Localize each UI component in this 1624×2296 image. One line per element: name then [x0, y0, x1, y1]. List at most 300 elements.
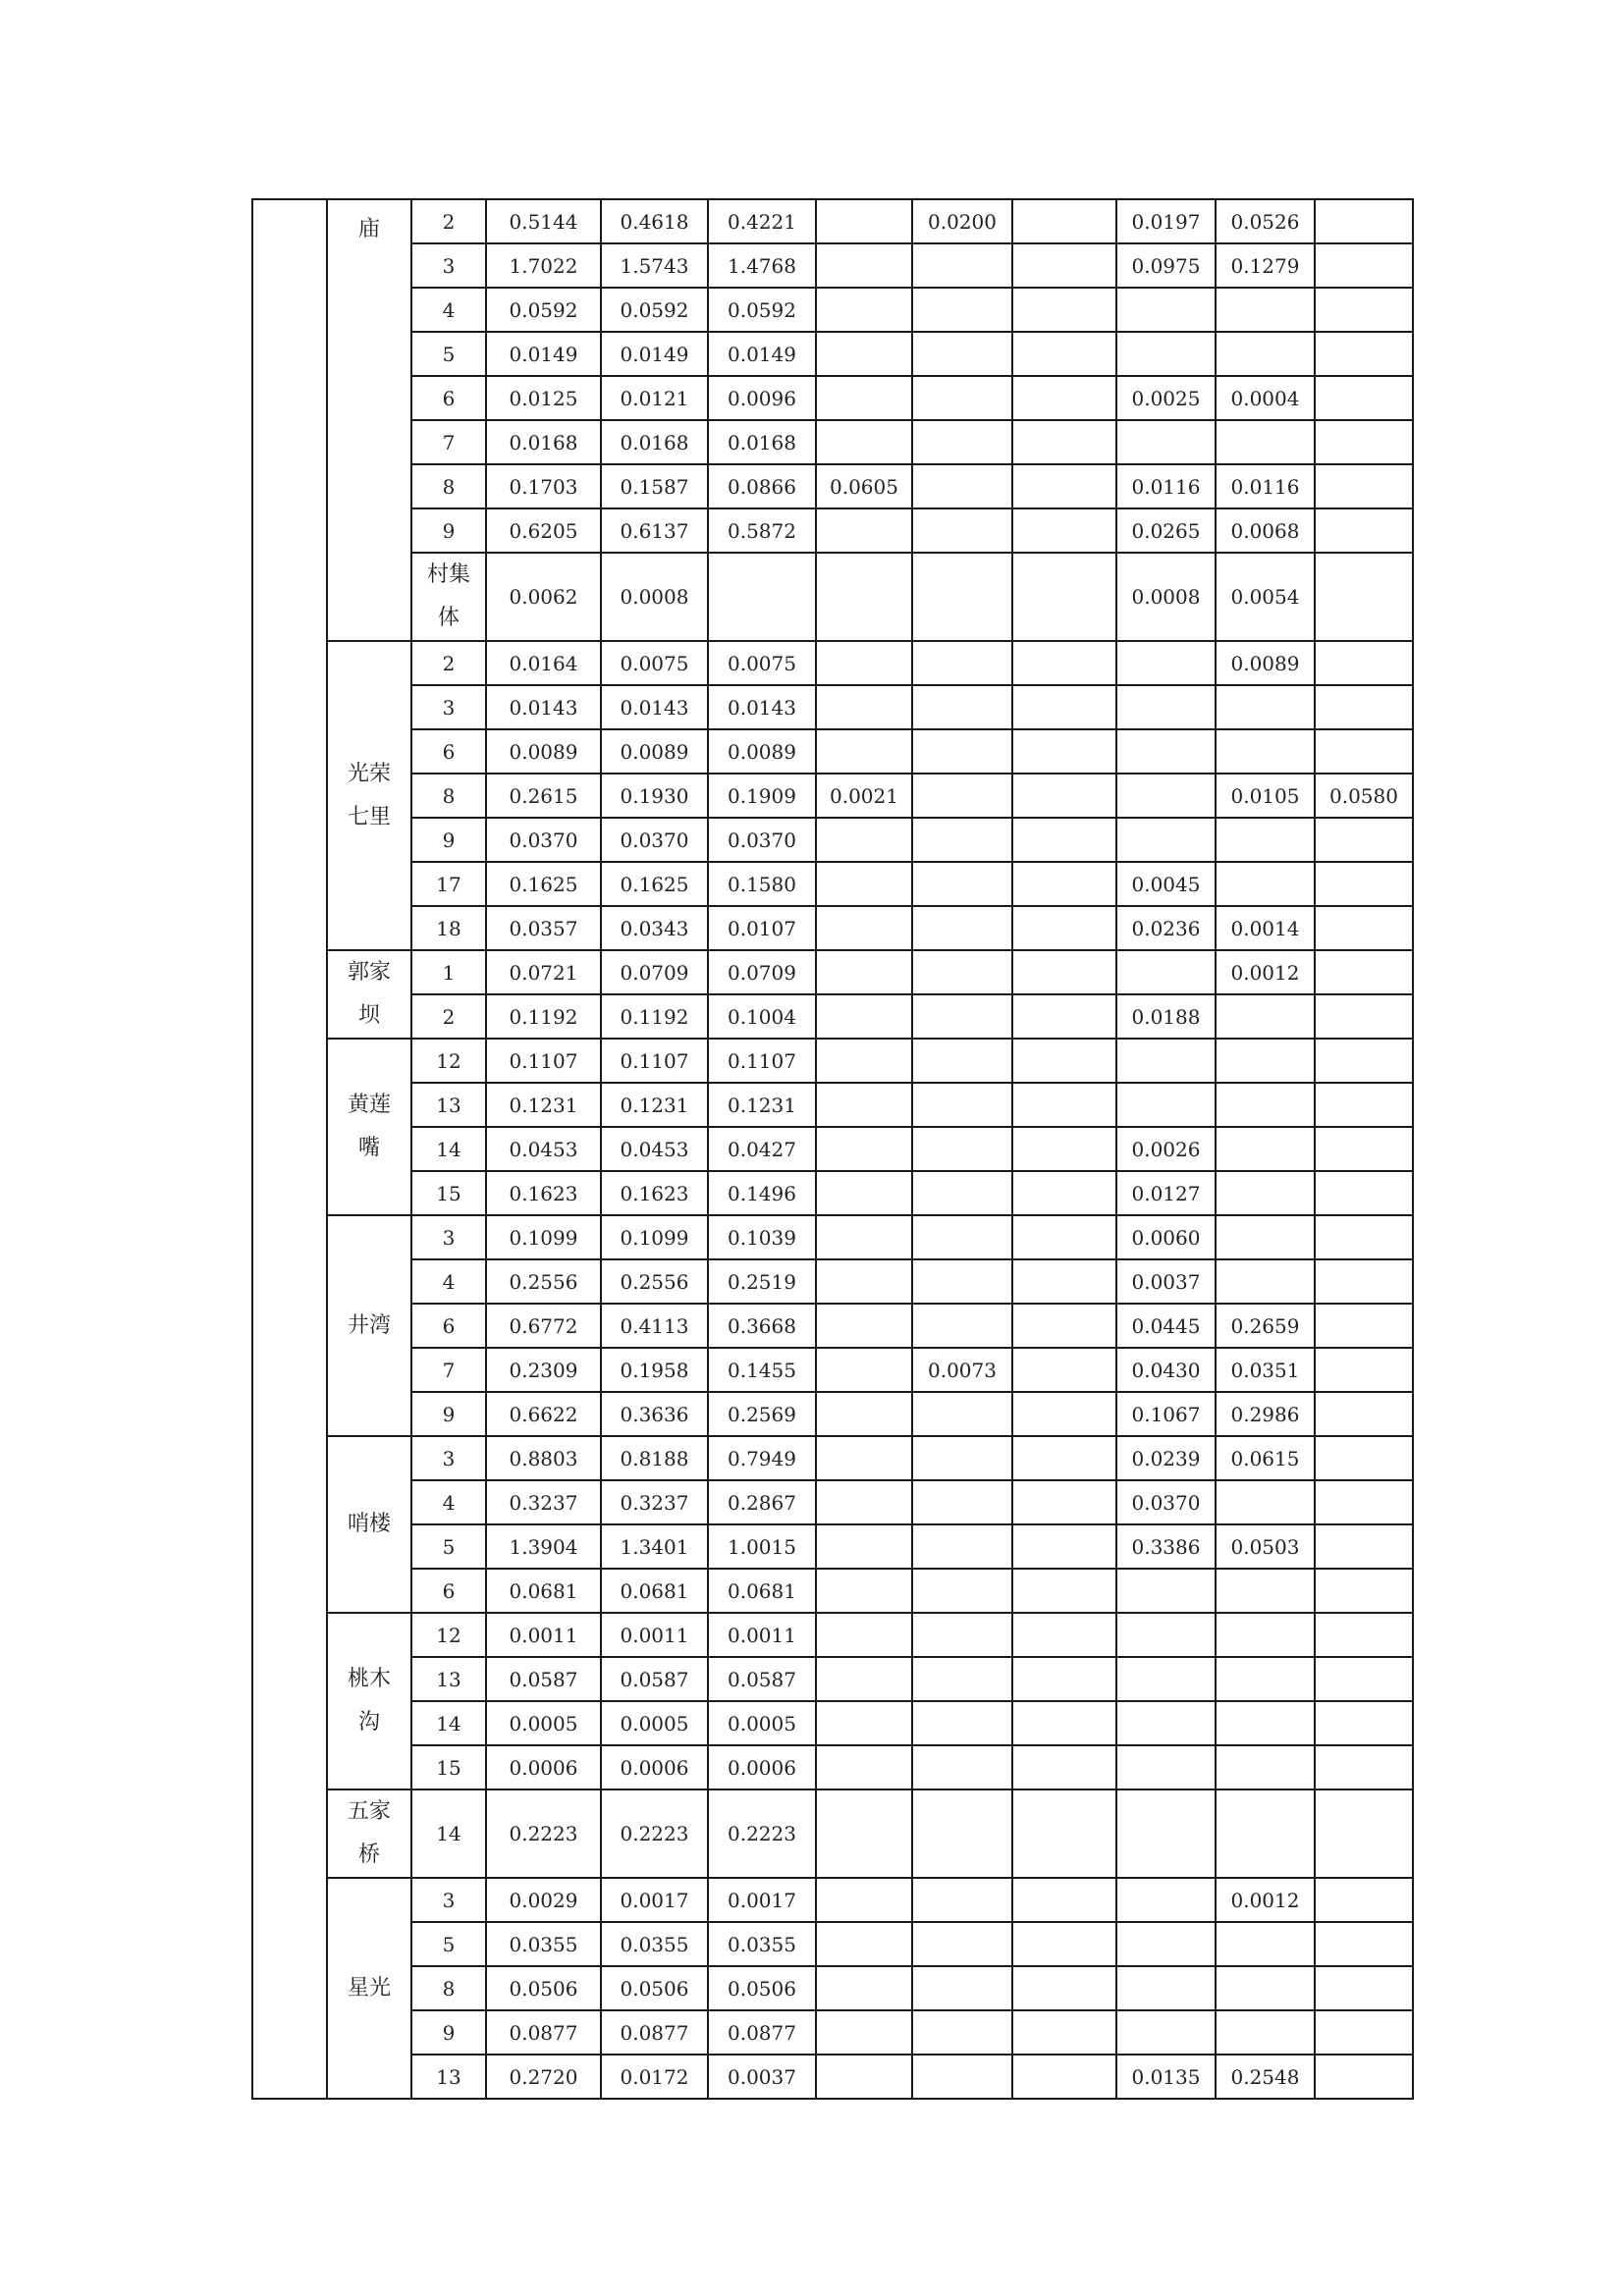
area-value-cell: 0.0029 [486, 1878, 601, 1922]
area-value-cell [816, 862, 912, 906]
area-value-cell: 0.0143 [601, 685, 708, 729]
area-value-cell [912, 1701, 1012, 1745]
group-number-cell: 17 [411, 862, 486, 906]
area-value-cell: 0.2659 [1216, 1304, 1315, 1348]
area-value-cell: 0.0453 [601, 1127, 708, 1171]
area-value-cell [1216, 2010, 1315, 2055]
area-value-cell [1012, 2055, 1116, 2099]
village-name-cell: 庙 [327, 199, 411, 641]
area-value-cell [816, 1745, 912, 1789]
area-value-cell: 0.0503 [1216, 1524, 1315, 1569]
area-value-cell: 0.0096 [708, 376, 816, 420]
area-value-cell [1216, 1745, 1315, 1789]
area-value-cell [816, 818, 912, 862]
table-body [252, 199, 1413, 2099]
area-value-cell: 0.2556 [486, 1259, 601, 1304]
area-value-cell: 0.1099 [601, 1215, 708, 1259]
area-value-cell [1315, 862, 1413, 906]
area-value-cell: 0.0116 [1216, 464, 1315, 508]
table-row [252, 1436, 1413, 1480]
area-value-cell [912, 1922, 1012, 1966]
table-row [252, 1127, 1413, 1171]
area-value-cell [1012, 1083, 1116, 1127]
area-value-cell [816, 1039, 912, 1083]
area-value-cell: 0.0343 [601, 906, 708, 950]
group-number-cell: 18 [411, 906, 486, 950]
area-value-cell: 0.0351 [1216, 1348, 1315, 1392]
area-value-cell: 0.0026 [1116, 1127, 1216, 1171]
area-value-cell [816, 1966, 912, 2010]
table-row [252, 1789, 1413, 1878]
area-value-cell [816, 1436, 912, 1480]
area-value-cell [816, 420, 912, 464]
area-value-cell [912, 1524, 1012, 1569]
area-value-cell [816, 332, 912, 376]
area-value-cell: 0.0045 [1116, 862, 1216, 906]
area-value-cell: 0.0526 [1216, 199, 1315, 243]
area-value-cell: 0.0188 [1116, 994, 1216, 1039]
area-value-cell: 0.1231 [486, 1083, 601, 1127]
table-row [252, 332, 1413, 376]
area-value-cell: 0.0062 [486, 553, 601, 641]
area-value-cell [1315, 818, 1413, 862]
area-value-cell [1216, 818, 1315, 862]
area-value-cell: 0.1039 [708, 1215, 816, 1259]
area-value-cell [1216, 1171, 1315, 1215]
village-name-cell: 哨楼 [327, 1436, 411, 1613]
village-name-cell: 五家桥 [327, 1789, 411, 1878]
area-value-cell [816, 685, 912, 729]
area-value-cell [912, 641, 1012, 685]
area-value-cell: 0.8803 [486, 1436, 601, 1480]
group-number-cell: 13 [411, 1657, 486, 1701]
area-value-cell: 0.2986 [1216, 1392, 1315, 1436]
area-value-cell: 0.3386 [1116, 1524, 1216, 1569]
area-value-cell: 0.1455 [708, 1348, 816, 1392]
area-value-cell: 0.0054 [1216, 553, 1315, 641]
area-value-cell [816, 243, 912, 288]
area-value-cell: 0.0357 [486, 906, 601, 950]
area-value-cell [816, 1215, 912, 1259]
table-row [252, 1966, 1413, 2010]
area-value-cell [1315, 199, 1413, 243]
area-value-cell: 0.0089 [601, 729, 708, 774]
area-value-cell: 0.0011 [486, 1613, 601, 1657]
area-value-cell [1315, 994, 1413, 1039]
area-value-cell [912, 2010, 1012, 2055]
area-value-cell: 0.0587 [486, 1657, 601, 1701]
area-value-cell [1012, 1524, 1116, 1569]
area-value-cell [1012, 729, 1116, 774]
area-value-cell [1012, 288, 1116, 332]
area-value-cell: 0.0370 [486, 818, 601, 862]
area-value-cell: 0.0721 [486, 950, 601, 994]
area-value-cell [816, 553, 912, 641]
area-value-cell [1116, 1657, 1216, 1701]
village-name-cell: 星光 [327, 1878, 411, 2099]
area-value-cell: 0.0008 [601, 553, 708, 641]
area-value-cell: 0.3237 [601, 1480, 708, 1524]
area-value-cell [1012, 685, 1116, 729]
area-value-cell [1315, 2055, 1413, 2099]
area-value-cell [1012, 1701, 1116, 1745]
area-value-cell: 0.0012 [1216, 950, 1315, 994]
area-value-cell: 0.1496 [708, 1171, 816, 1215]
group-number-cell: 12 [411, 1039, 486, 1083]
group-number-cell: 9 [411, 2010, 486, 2055]
area-value-cell [1012, 1878, 1116, 1922]
area-value-cell [1012, 1922, 1116, 1966]
table-row [252, 420, 1413, 464]
area-value-cell [816, 1789, 912, 1878]
area-value-cell: 0.0197 [1116, 199, 1216, 243]
area-value-cell [912, 1127, 1012, 1171]
area-value-cell: 0.4618 [601, 199, 708, 243]
area-value-cell [912, 508, 1012, 553]
area-value-cell [1012, 1215, 1116, 1259]
area-value-cell: 0.2519 [708, 1259, 816, 1304]
area-value-cell [912, 332, 1012, 376]
area-value-cell [1116, 729, 1216, 774]
area-value-cell: 0.1587 [601, 464, 708, 508]
area-value-cell [1216, 729, 1315, 774]
land-data-table [251, 198, 1414, 2100]
area-value-cell [912, 1171, 1012, 1215]
area-value-cell: 0.0060 [1116, 1215, 1216, 1259]
group-number-cell: 2 [411, 199, 486, 243]
area-value-cell: 0.1067 [1116, 1392, 1216, 1436]
area-value-cell [912, 1569, 1012, 1613]
area-value-cell: 0.0592 [708, 288, 816, 332]
area-value-cell [1315, 376, 1413, 420]
area-value-cell [1012, 1304, 1116, 1348]
table-row [252, 685, 1413, 729]
group-number-cell: 14 [411, 1789, 486, 1878]
table-row [252, 774, 1413, 818]
area-value-cell: 0.0116 [1116, 464, 1216, 508]
area-value-cell [912, 464, 1012, 508]
area-value-cell [912, 1039, 1012, 1083]
area-value-cell: 0.0149 [601, 332, 708, 376]
area-value-cell [912, 376, 1012, 420]
area-value-cell: 0.1192 [601, 994, 708, 1039]
group-number-cell: 3 [411, 1878, 486, 1922]
area-value-cell [1315, 1259, 1413, 1304]
area-value-cell [1315, 1480, 1413, 1524]
area-value-cell [1012, 1348, 1116, 1392]
area-value-cell [816, 1569, 912, 1613]
area-value-cell [1216, 1569, 1315, 1613]
area-value-cell [912, 1966, 1012, 2010]
area-value-cell [1116, 774, 1216, 818]
area-value-cell [1012, 1569, 1116, 1613]
area-value-cell [816, 1480, 912, 1524]
area-value-cell: 0.0012 [1216, 1878, 1315, 1922]
area-value-cell: 0.0037 [708, 2055, 816, 2099]
area-value-cell: 0.0089 [1216, 641, 1315, 685]
group-number-cell: 6 [411, 1304, 486, 1348]
area-value-cell [912, 1878, 1012, 1922]
area-value-cell [1012, 1436, 1116, 1480]
area-value-cell [1012, 641, 1116, 685]
area-value-cell [1116, 1701, 1216, 1745]
area-value-cell [1012, 2010, 1116, 2055]
group-number-cell: 3 [411, 243, 486, 288]
area-value-cell: 0.0021 [816, 774, 912, 818]
area-value-cell [1012, 243, 1116, 288]
area-value-cell [1315, 288, 1413, 332]
area-value-cell [1216, 685, 1315, 729]
group-number-cell: 8 [411, 774, 486, 818]
area-value-cell [1012, 1171, 1116, 1215]
area-value-cell: 0.0370 [601, 818, 708, 862]
area-value-cell: 0.0709 [708, 950, 816, 994]
area-value-cell: 0.6772 [486, 1304, 601, 1348]
area-value-cell [1012, 1480, 1116, 1524]
group-number-cell: 3 [411, 1215, 486, 1259]
area-value-cell [1116, 1083, 1216, 1127]
area-value-cell: 0.0005 [601, 1701, 708, 1745]
area-value-cell: 0.0149 [708, 332, 816, 376]
area-value-cell: 0.0168 [601, 420, 708, 464]
area-value-cell [708, 553, 816, 641]
area-value-cell [1315, 464, 1413, 508]
group-number-cell: 9 [411, 1392, 486, 1436]
area-value-cell [816, 2055, 912, 2099]
area-value-cell [912, 774, 1012, 818]
area-value-cell [1116, 950, 1216, 994]
area-value-cell: 0.0506 [601, 1966, 708, 2010]
area-value-cell [1216, 1215, 1315, 1259]
area-value-cell [1012, 994, 1116, 1039]
area-value-cell: 0.1625 [486, 862, 601, 906]
area-value-cell: 0.7949 [708, 1436, 816, 1480]
area-value-cell [912, 862, 1012, 906]
area-value-cell: 0.0008 [1116, 553, 1216, 641]
area-value-cell [912, 1789, 1012, 1878]
area-value-cell: 0.0506 [486, 1966, 601, 2010]
area-value-cell [1116, 1966, 1216, 2010]
area-value-cell [1315, 1127, 1413, 1171]
area-value-cell: 0.0681 [708, 1569, 816, 1613]
area-value-cell [816, 1878, 912, 1922]
area-value-cell [1012, 1392, 1116, 1436]
area-value-cell [1315, 685, 1413, 729]
table-row [252, 1878, 1413, 1922]
area-value-cell [1216, 1480, 1315, 1524]
area-value-cell: 0.0236 [1116, 906, 1216, 950]
table-row [252, 1215, 1413, 1259]
area-value-cell [912, 420, 1012, 464]
area-value-cell: 0.0006 [708, 1745, 816, 1789]
area-value-cell [1216, 288, 1315, 332]
group-number-cell: 7 [411, 1348, 486, 1392]
area-value-cell: 0.0370 [1116, 1480, 1216, 1524]
group-number-cell: 8 [411, 464, 486, 508]
area-value-cell [816, 1657, 912, 1701]
area-value-cell [1216, 1127, 1315, 1171]
area-value-cell [1315, 1083, 1413, 1127]
area-value-cell [816, 994, 912, 1039]
area-value-cell: 0.0681 [486, 1569, 601, 1613]
table-row [252, 906, 1413, 950]
area-value-cell [912, 1215, 1012, 1259]
table-row [252, 994, 1413, 1039]
area-value-cell: 0.0006 [486, 1745, 601, 1789]
area-value-cell: 0.2309 [486, 1348, 601, 1392]
area-value-cell [1216, 1083, 1315, 1127]
area-value-cell: 0.6137 [601, 508, 708, 553]
area-value-cell: 0.1623 [486, 1171, 601, 1215]
area-value-cell: 0.0017 [708, 1878, 816, 1922]
area-value-cell: 0.0605 [816, 464, 912, 508]
area-value-cell [816, 376, 912, 420]
area-value-cell: 0.0107 [708, 906, 816, 950]
table-row [252, 1745, 1413, 1789]
area-value-cell [816, 2010, 912, 2055]
group-number-cell: 12 [411, 1613, 486, 1657]
table-row [252, 641, 1413, 685]
area-value-cell [912, 288, 1012, 332]
group-number-cell: 6 [411, 376, 486, 420]
group-number-cell: 2 [411, 641, 486, 685]
group-number-cell: 3 [411, 1436, 486, 1480]
area-value-cell: 0.1623 [601, 1171, 708, 1215]
area-value-cell [1012, 1039, 1116, 1083]
group-number-cell: 15 [411, 1745, 486, 1789]
table-row [252, 376, 1413, 420]
group-number-cell: 15 [411, 1171, 486, 1215]
area-value-cell: 0.1625 [601, 862, 708, 906]
area-value-cell: 0.1279 [1216, 243, 1315, 288]
table-row [252, 1039, 1413, 1083]
area-value-cell [1315, 1215, 1413, 1259]
area-value-cell: 0.0355 [601, 1922, 708, 1966]
area-value-cell [1315, 1745, 1413, 1789]
table-row [252, 1304, 1413, 1348]
area-value-cell [1116, 1039, 1216, 1083]
area-value-cell: 0.0430 [1116, 1348, 1216, 1392]
area-value-cell [1012, 199, 1116, 243]
area-value-cell: 0.1107 [486, 1039, 601, 1083]
area-value-cell [1315, 420, 1413, 464]
area-value-cell [1116, 1569, 1216, 1613]
area-value-cell [1315, 1524, 1413, 1569]
area-value-cell [912, 818, 1012, 862]
group-number-cell: 13 [411, 1083, 486, 1127]
group-number-cell: 4 [411, 288, 486, 332]
area-value-cell [912, 994, 1012, 1039]
area-value-cell: 0.0135 [1116, 2055, 1216, 2099]
area-value-cell: 0.0004 [1216, 376, 1315, 420]
area-value-cell: 0.0355 [708, 1922, 816, 1966]
table-row [252, 1701, 1413, 1745]
area-value-cell [816, 288, 912, 332]
area-value-cell [1315, 1922, 1413, 1966]
group-number-cell: 9 [411, 508, 486, 553]
area-value-cell [1012, 464, 1116, 508]
area-value-cell: 0.4113 [601, 1304, 708, 1348]
area-value-cell [1012, 553, 1116, 641]
area-value-cell [1116, 332, 1216, 376]
area-value-cell: 0.0453 [486, 1127, 601, 1171]
area-value-cell [1216, 1657, 1315, 1701]
area-value-cell [1315, 2010, 1413, 2055]
area-value-cell: 1.0015 [708, 1524, 816, 1569]
area-value-cell: 0.2569 [708, 1392, 816, 1436]
area-value-cell: 0.1192 [486, 994, 601, 1039]
area-value-cell [816, 1171, 912, 1215]
area-value-cell [912, 729, 1012, 774]
area-value-cell [1116, 1745, 1216, 1789]
area-value-cell: 0.0143 [708, 685, 816, 729]
table-row [252, 1348, 1413, 1392]
area-value-cell: 0.0168 [708, 420, 816, 464]
area-value-cell: 0.0037 [1116, 1259, 1216, 1304]
area-value-cell [1315, 1966, 1413, 2010]
area-value-cell [1116, 288, 1216, 332]
area-value-cell: 0.0005 [708, 1701, 816, 1745]
area-value-cell: 0.1231 [601, 1083, 708, 1127]
area-value-cell [816, 1524, 912, 1569]
area-value-cell: 0.1107 [601, 1039, 708, 1083]
table-row [252, 1259, 1413, 1304]
area-value-cell: 0.0025 [1116, 376, 1216, 420]
village-name-cell: 黄莲嘴 [327, 1039, 411, 1215]
area-value-cell: 0.0587 [601, 1657, 708, 1701]
area-value-cell [1216, 420, 1315, 464]
area-value-cell [816, 1348, 912, 1392]
area-value-cell: 0.0075 [601, 641, 708, 685]
area-value-cell: 0.2867 [708, 1480, 816, 1524]
village-name-cell: 井湾 [327, 1215, 411, 1436]
area-value-cell: 0.1004 [708, 994, 816, 1039]
group-number-cell: 13 [411, 2055, 486, 2099]
area-value-cell [1216, 332, 1315, 376]
area-value-cell: 0.0073 [912, 1348, 1012, 1392]
group-number-cell: 5 [411, 1524, 486, 1569]
area-value-cell [1315, 1701, 1413, 1745]
area-value-cell: 0.0143 [486, 685, 601, 729]
area-value-cell [912, 243, 1012, 288]
area-value-cell: 0.0709 [601, 950, 708, 994]
group-number-cell: 4 [411, 1259, 486, 1304]
group-number-cell: 5 [411, 332, 486, 376]
area-value-cell [1315, 1657, 1413, 1701]
area-value-cell: 0.6622 [486, 1392, 601, 1436]
village-name-cell: 桃木沟 [327, 1613, 411, 1789]
area-value-cell: 0.0089 [486, 729, 601, 774]
area-value-cell: 0.1099 [486, 1215, 601, 1259]
area-value-cell: 0.4221 [708, 199, 816, 243]
area-value-cell: 0.0149 [486, 332, 601, 376]
area-value-cell [912, 553, 1012, 641]
area-value-cell [1012, 862, 1116, 906]
area-value-cell [1012, 774, 1116, 818]
group-number-cell: 4 [411, 1480, 486, 1524]
area-value-cell [1216, 1966, 1315, 2010]
area-value-cell: 0.0877 [601, 2010, 708, 2055]
area-value-cell: 0.0975 [1116, 243, 1216, 288]
area-value-cell: 0.0355 [486, 1922, 601, 1966]
group-number-cell: 6 [411, 1569, 486, 1613]
area-value-cell [1216, 1613, 1315, 1657]
area-value-cell: 0.0615 [1216, 1436, 1315, 1480]
area-value-cell: 0.0005 [486, 1701, 601, 1745]
area-value-cell [912, 1392, 1012, 1436]
area-value-cell: 0.0105 [1216, 774, 1315, 818]
area-value-cell: 0.0164 [486, 641, 601, 685]
